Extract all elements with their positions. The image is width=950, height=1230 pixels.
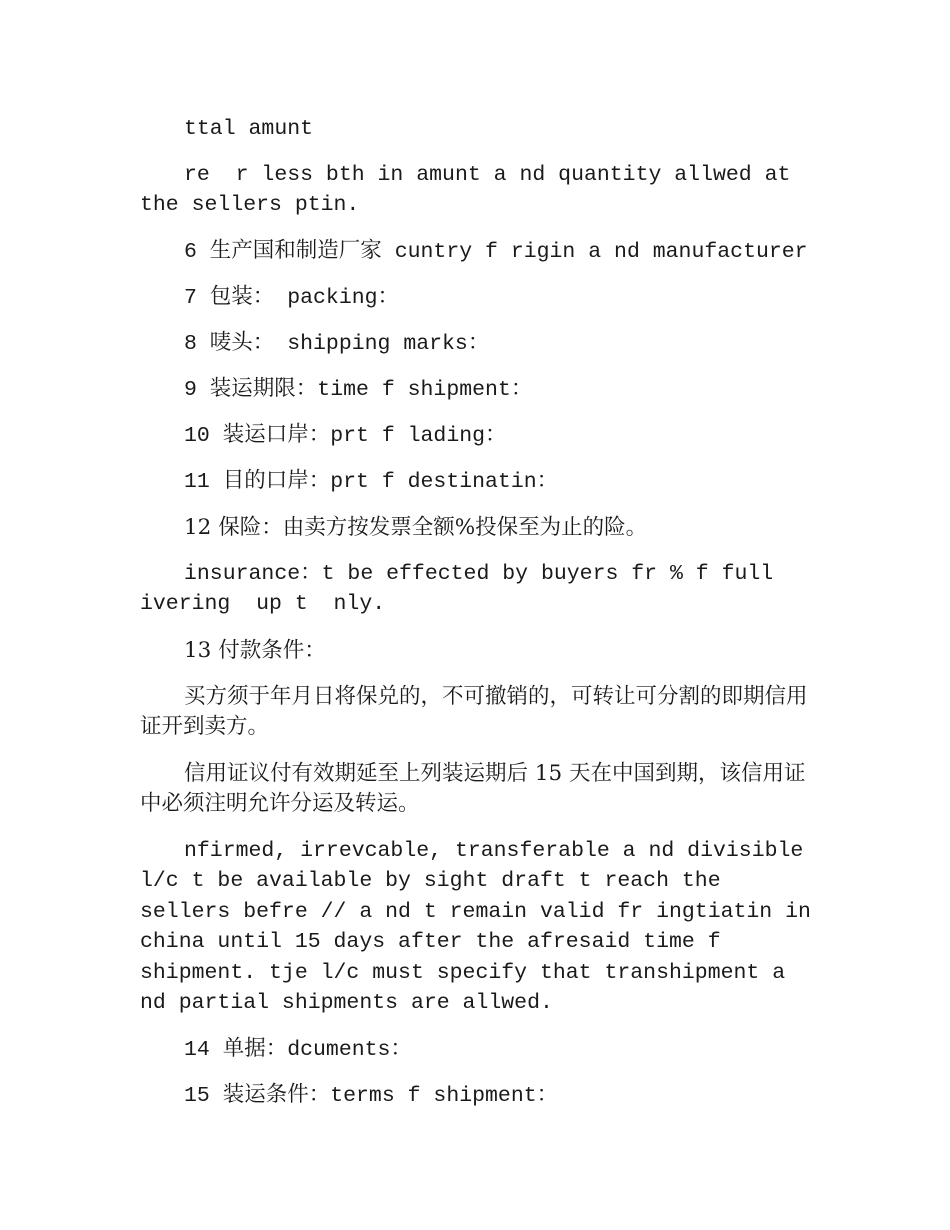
paragraph-payment-cn-2: 信用证议付有效期延至上列装运期后 15 天在中国到期，该信用证中必须注明允许分运及转运。 bbox=[140, 761, 806, 817]
paragraph-shipping-marks: 8 唛头： shipping marks： bbox=[184, 332, 490, 356]
paragraph-time-of-shipment: 9 装运期限：time f shipment： bbox=[184, 378, 533, 402]
paragraph-port-of-lading: 10 装运口岸：prt f lading： bbox=[184, 424, 507, 448]
paragraph-payment-en: nfirmed, irrevcable, transferable a nd divisible l/c t be available by sight draft t reach the sellers befre // a nd t remain valid fr ingtiatin in china until 15 days after the afresaid time f shipment. tje l/c must specify that transhipment a nd partial shipments are allwed. bbox=[140, 839, 824, 1016]
paragraph-payment-terms: 13 付款条件： bbox=[184, 638, 326, 663]
paragraph-documents: 14 单据：dcuments： bbox=[184, 1038, 412, 1062]
paragraph-total-amount: ttal amunt bbox=[184, 117, 314, 141]
paragraph-packing: 7 包装： packing： bbox=[184, 286, 400, 310]
paragraph-more-or-less: re r less bth in amunt a nd quantity allwed at the sellers ptin. bbox=[140, 163, 804, 218]
paragraph-terms-of-shipment: 15 装运条件：terms f shipment： bbox=[184, 1084, 559, 1108]
paragraph-insurance-en: insurance：t be effected by buyers fr % f full ivering up t nly. bbox=[140, 562, 787, 617]
paragraph-insurance-cn: 12 保险：由卖方按发票全额%投保至为止的险。 bbox=[184, 515, 648, 540]
paragraph-port-of-destination: 11 目的口岸：prt f destinatin： bbox=[184, 470, 559, 494]
paragraph-country-of-origin: 6 生产国和制造厂家 cuntry f rigin a nd manufacturer bbox=[184, 240, 808, 264]
paragraph-payment-cn-1: 买方须于年月日将保兑的，不可撤销的，可转让可分割的即期信用证开到卖方。 bbox=[140, 684, 808, 740]
